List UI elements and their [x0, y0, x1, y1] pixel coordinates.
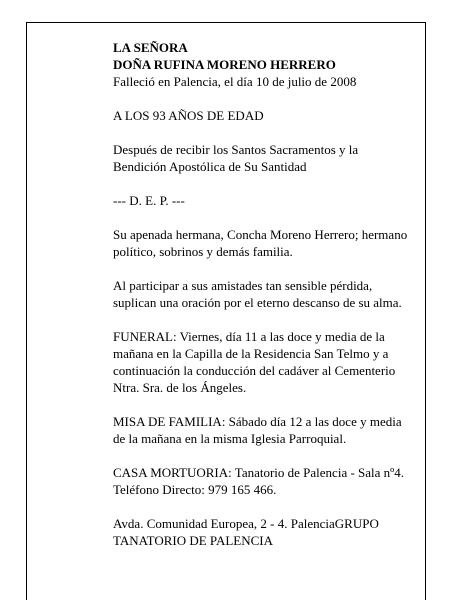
title-line-1: LA SEÑORA	[113, 40, 188, 55]
deceased-name: DOÑA RUFINA MORENO HERRERO	[113, 57, 336, 72]
address-paragraph: Avda. Comunidad Europea, 2 - 4. PalenciaGRUPO TANATORIO DE PALENCIA	[113, 516, 379, 548]
rip-line: --- D. E. P. ---	[113, 193, 185, 208]
mortuary-paragraph: CASA MORTUORIA: Tanatorio de Palencia - Sala nº4. Teléfono Directo: 979 165 466.	[113, 465, 404, 497]
age-line: A LOS 93 AÑOS DE EDAD	[113, 108, 264, 123]
request-paragraph: Al participar a sus amistades tan sensible pérdida, suplican una oración por el eterno descanso de su alma.	[113, 278, 402, 310]
sacraments-paragraph: Después de recibir los Santos Sacramentos y la Bendición Apostólica de Su Santidad	[113, 142, 359, 174]
notice-header	[113, 39, 413, 90]
family-mass-paragraph: MISA DE FAMILIA: Sábado día 12 a las doce y media de la mañana en la misma Iglesia Parroquial.	[113, 414, 402, 446]
obituary-notice	[113, 39, 413, 566]
death-date-line: Falleció en Palencia, el día 10 de julio de 2008	[113, 74, 357, 89]
funeral-paragraph: FUNERAL: Viernes, día 11 a las doce y media de la mañana en la Capilla de la Residencia San Telmo y a continuación la conducción del cadáver al Cementerio Ntra. Sra. de los Ángeles.	[113, 329, 396, 395]
family-paragraph: Su apenada hermana, Concha Moreno Herrero; hermano político, sobrinos y demás familia.	[113, 227, 408, 259]
